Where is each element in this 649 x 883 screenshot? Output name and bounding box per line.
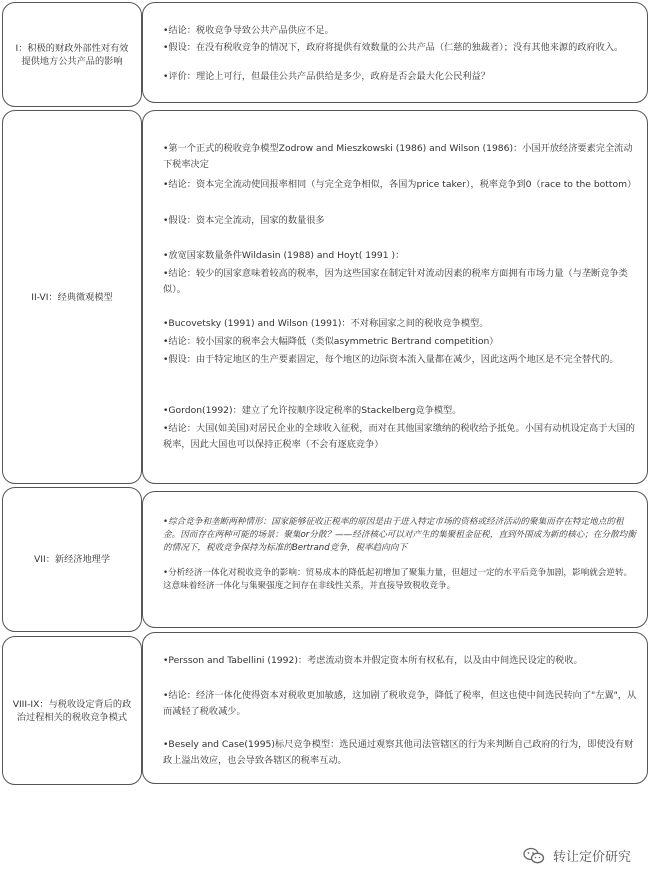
content-row-1 — [142, 2, 648, 103]
bullet-item: •假设：在没有税收竞争的情况下，政府将提供有效数量的公共产品（仁慈的独裁者）；没有其他来源的政府收入。 — [163, 42, 624, 53]
bullet-item: •评价：理论上可行，但最佳公共产品供给是多少，政府是否会最大化公民利益？ — [163, 71, 490, 82]
bullet-item: •结论：较小国家的税率会大幅降低（类似asymmetric Bertrand competition） — [163, 336, 499, 347]
wechat-icon — [523, 847, 545, 865]
label-text: II-VI：经典微观模型 — [31, 291, 113, 303]
bullet-item: •结论：大国(如美国)对居民企业的全球收入征税，而对在其他国家缴纳的税收给予抵免。小国有动机设定高于大国的税率，因此大国也可以保持正税率（不会有逐底竞争） — [163, 423, 635, 450]
label-row-2 — [2, 110, 142, 484]
bullet-item: •结论：资本完全流动使回报率相同（与完全竞争相似，各国为price taker），税率竞争到0（race to the bottom） — [163, 179, 637, 190]
label-text: I：积极的财政外部性对有效提供地方公共产品的影响 — [15, 42, 129, 67]
watermark — [523, 846, 631, 865]
bullet-item: •结论：税收竞争导致公共产品供应不足。 — [163, 25, 334, 36]
label-row-4 — [2, 636, 142, 785]
bullet-item: •Gordon(1992)：建立了允许按顺序设定税率的Stackelberg竞争模型。 — [163, 405, 462, 416]
bullet-item: •结论：经济一体化使得资本对税收更加敏感，这加剧了税收竞争，降低了税率，但这也使中间选民转向了"左翼"，从而减轻了税收减少。 — [163, 690, 637, 717]
label-row-3 — [2, 487, 142, 632]
content-row-4 — [142, 632, 648, 784]
bullet-item: •Bucovetsky (1991) and Wilson (1991)：不对称国家之间的税收竞争模型。 — [163, 318, 489, 329]
bullet-item: •Persson and Tabellini (1992)：考虑流动资本并假定资本所有权私有，以及由中间选民设定的税收。 — [163, 655, 583, 666]
label-row-1 — [2, 2, 142, 107]
content-row-2 — [142, 110, 648, 484]
bullet-item: •放宽国家数量条件Wildasin (1988) and Hoyt( 1991 )： — [163, 250, 405, 261]
bullet-item: •综合竞争和垄断两种情形：国家能够征收正税率的原因是由于进入特定市场的资格或经济活动的聚集而存在特定地点的租金。因而存在两种可能的场景：聚集or分散？——经济核心可以对产生的集聚租金征税，直到外围成为新的核心；在分散均衡的情况下，税收竞争保持为标准的Bertrand竞争，税率趋向向下 — [163, 517, 636, 553]
watermark-text: 转让定价研究 — [552, 850, 631, 865]
bullet-item: •结论：较少的国家意味着较高的税率，因为这些国家在制定针对流动因素的税率方面拥有市场力量（与垄断竞争类似）。 — [163, 268, 628, 295]
bullet-item: •假设：由于特定地区的生产要素固定，每个地区的边际资本流入量都在减少，因此这两个地区是不完全替代的。 — [163, 354, 619, 365]
bullet-item: •第一个正式的税收竞争模型Zodrow and Mieszkowski (1986) and Wilson (1986)：小国开放经济要素完全流动下税率决定 — [163, 143, 633, 170]
bullet-item: •假设：资本完全流动，国家的数量很多 — [163, 215, 325, 226]
label-text: VII：新经济地理学 — [33, 554, 111, 565]
bullet-item: •分析经济一体化对税收竞争的影响：贸易成本的降低起初增加了聚集力量，但超过一定的水平后竞争加剧，影响就会逆转。这意味着经济一体化与集聚强度之间存在非线性关系，并直接导致税收竞争。 — [163, 568, 633, 591]
content-row-3 — [142, 491, 648, 628]
bullet-item: •Besely and Case(1995)标尺竞争模型：选民通过观察其他司法管辖区的行为来判断自己政府的行为，即使没有财政上溢出效应，也会导致各辖区的税率互动。 — [163, 739, 634, 766]
label-text: VIII-IX：与税收设定背后的政治过程相关的税收竞争模式 — [12, 698, 132, 723]
